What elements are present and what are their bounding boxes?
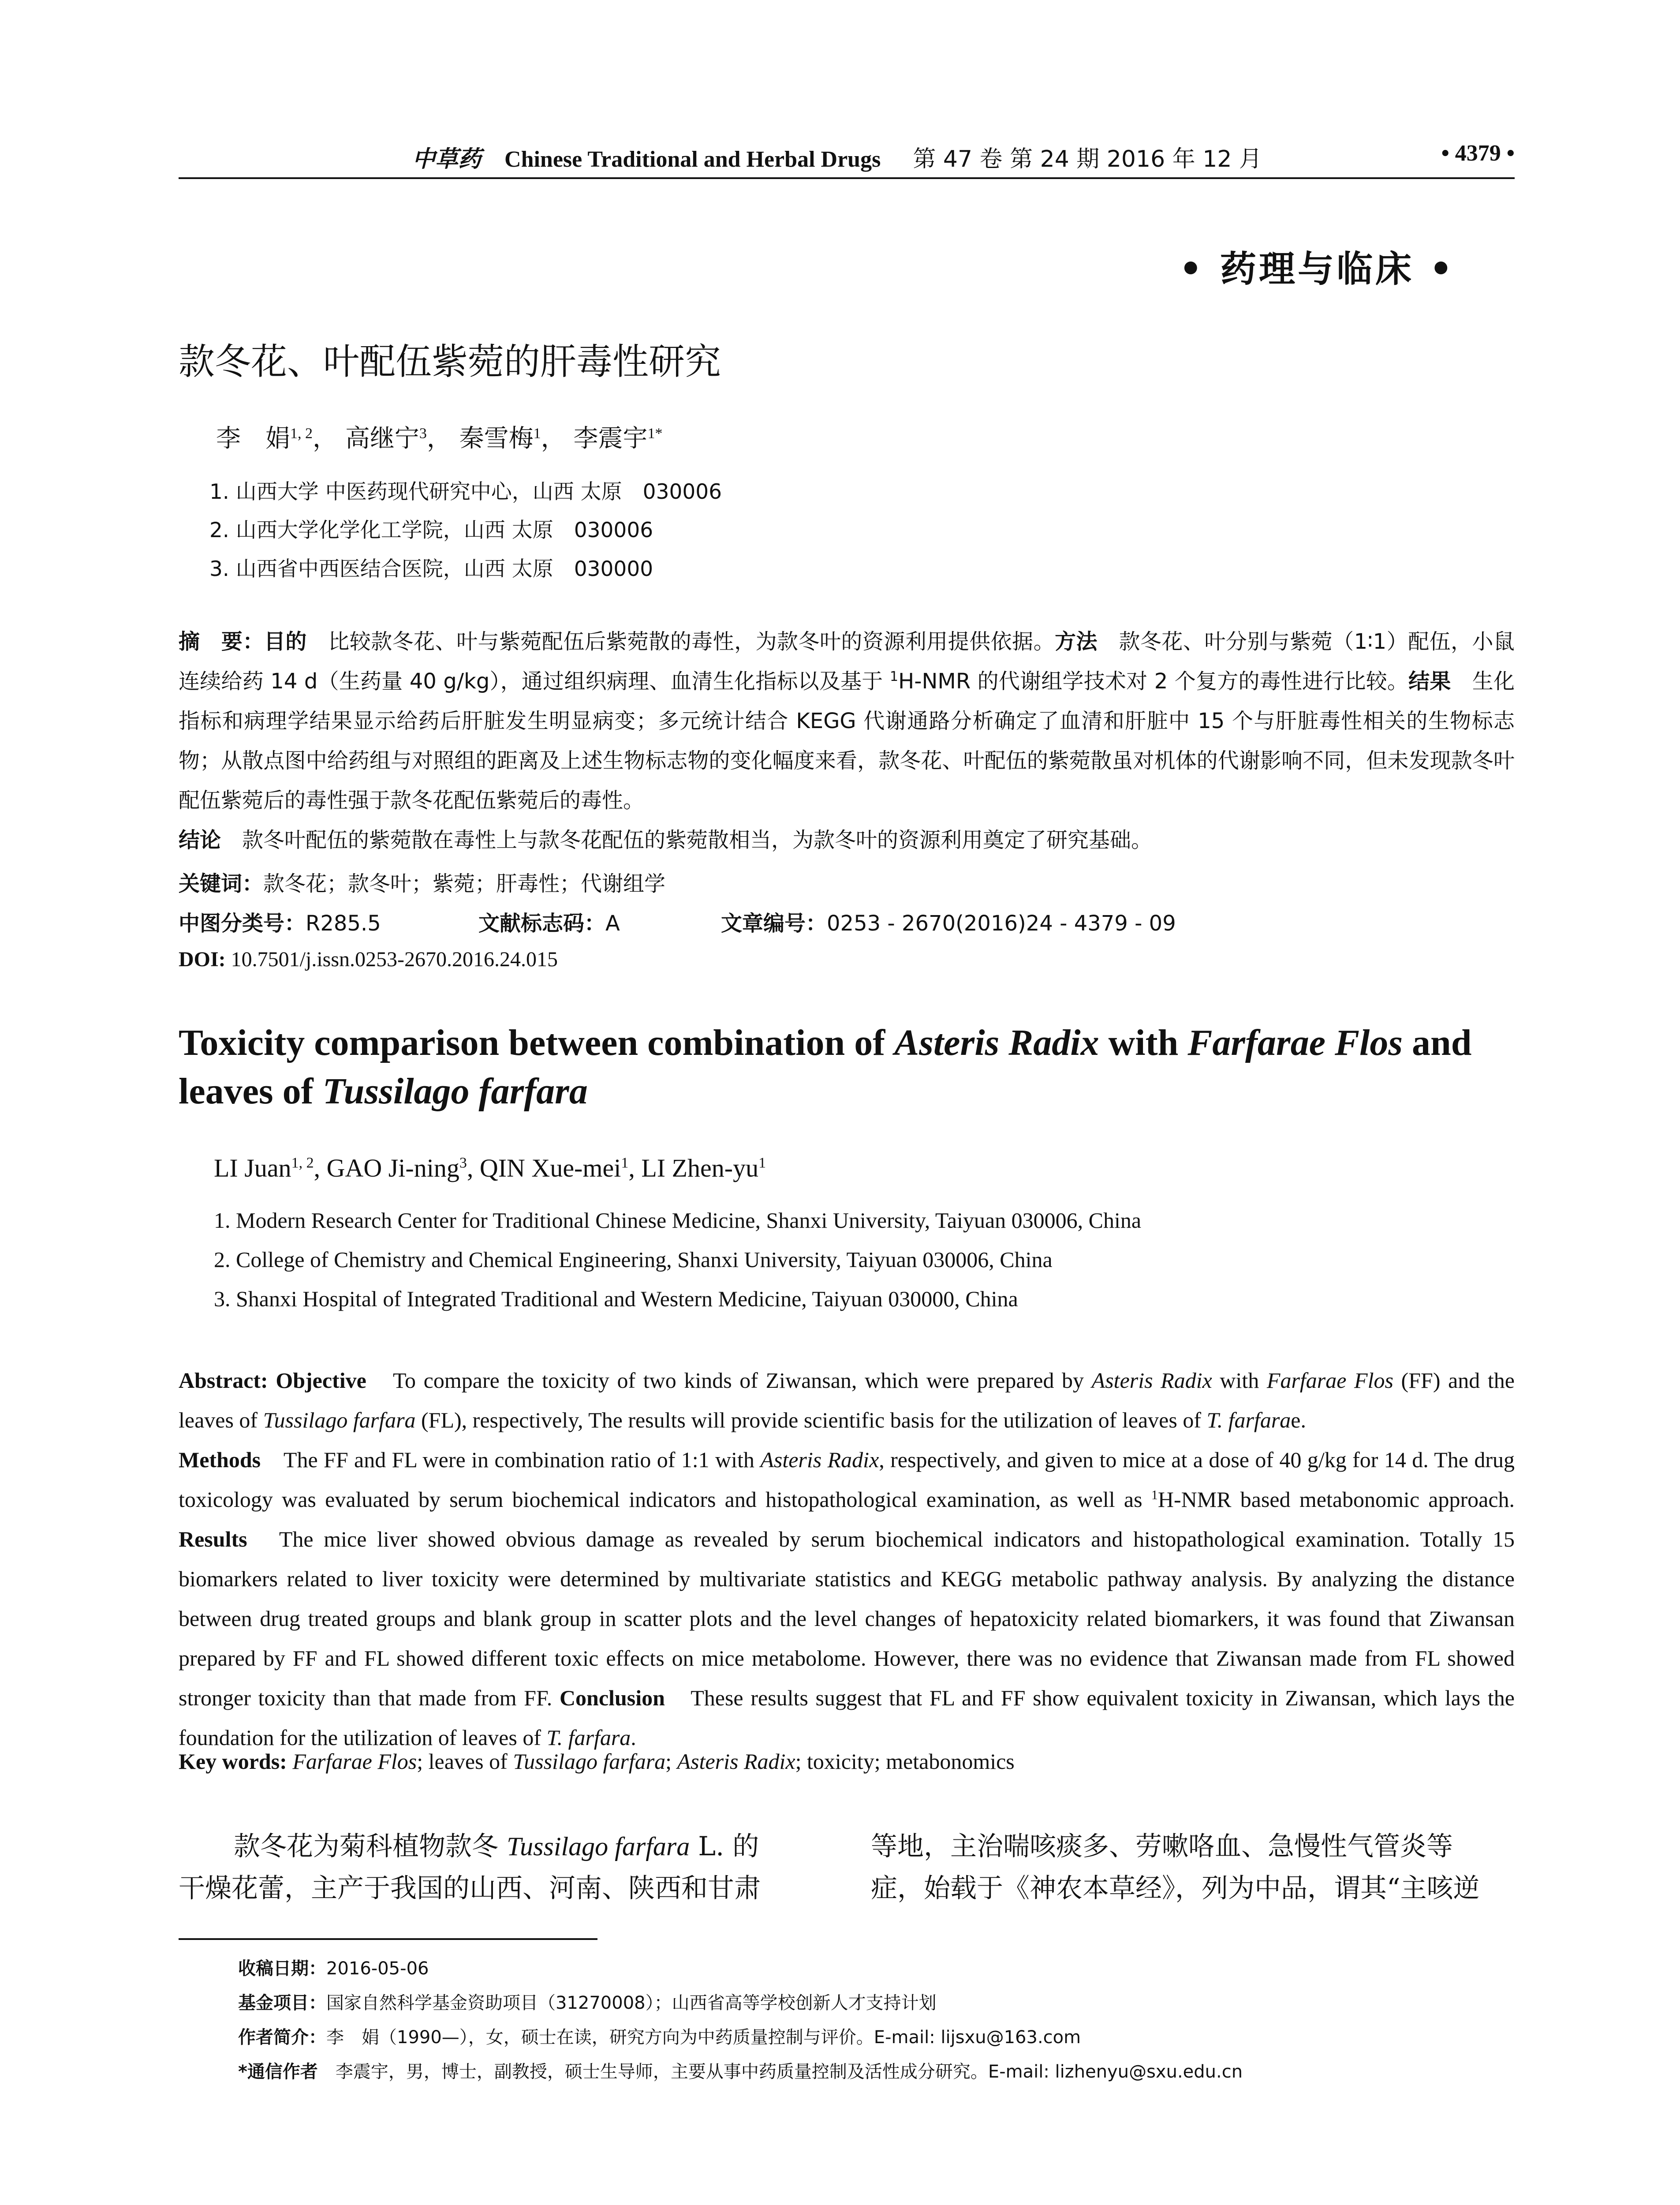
author-sup: 1	[758, 1155, 766, 1171]
doi-label: DOI:	[179, 948, 226, 971]
page-number: • 4379 •	[1441, 141, 1515, 166]
methods-text-2: H-NMR 的代谢组学技术对 2 个复方的毒性进行比较。	[898, 669, 1409, 694]
methods-text: 款冬花、叶分别与紫菀（1∶1）配伍，小鼠连续给药 14 d（生药量 40 g/kg），通过组织病理、血清生化指标以及基于	[179, 629, 1515, 694]
author-cn: 李震宇	[573, 424, 648, 453]
journal-name-en: Chinese Traditional and Herbal Drugs	[504, 147, 881, 172]
running-header	[179, 140, 1515, 180]
authors-cn: 李 娟$^{1, 2}$， 高继宁$^3$， 秦雪梅$^1$， 李震宇$^{1*}$	[216, 424, 663, 453]
keywords-text: 款冬花；款冬叶；紫菀；肝毒性；代谢组学	[263, 871, 666, 896]
footnote-label: 作者简介：	[238, 2027, 326, 2048]
abstract-text: with	[1212, 1368, 1267, 1393]
author-sup: 1	[533, 425, 541, 442]
abstract-italic: Tussilago farfara	[263, 1408, 416, 1432]
abstract-italic: T. farfara	[1206, 1408, 1291, 1432]
footnote-text: 2016-05-06	[326, 1958, 429, 1979]
author-cn: 高继宁	[345, 424, 419, 453]
conclusion-label: Conclusion	[559, 1686, 665, 1710]
author-cn: 李 娟	[216, 424, 290, 453]
body-italic: Tussilago farfara	[507, 1832, 690, 1861]
doi-value: 10.7501/j.issn.0253-2670.2016.24.015	[231, 948, 558, 971]
footnote-corresponding	[238, 2058, 1243, 2083]
body-line: 等地，主治喘咳痰多、劳嗽咯血、急慢性气管炎等	[871, 1831, 1453, 1862]
affiliation-cn: 1. 山西大学 中医药现代研究中心，山西 太原 030006	[209, 480, 722, 504]
abstract-italic: T. farfara	[546, 1725, 631, 1750]
author-cn: 秦雪梅	[459, 424, 534, 453]
abstract-text: .	[631, 1725, 636, 1750]
keywords-label: 关键词：	[179, 871, 264, 896]
affiliation-en: 1. Modern Research Center for Traditional Chinese Medicine, Shanxi University, Taiyuan 030006, China	[214, 1208, 1142, 1233]
author-en: LI Juan	[214, 1154, 291, 1182]
body-text: 款冬花为菊科植物款冬	[234, 1831, 507, 1862]
title-en-part: and leaves of	[179, 1022, 1472, 1112]
author-sup: 1, 2	[291, 1155, 314, 1171]
methods-label: 方法	[1055, 629, 1098, 654]
keywords-cn	[179, 867, 665, 897]
clc-label: 中图分类号：	[179, 911, 306, 936]
affiliation-cn: 2. 山西大学化学化工学院，山西 太原 030006	[209, 518, 653, 542]
abstract-text: e.	[1291, 1408, 1306, 1432]
article-number-value: 0253 - 2670(2016)24 - 4379 - 09	[827, 911, 1176, 936]
journal-name-cn: 中草药	[412, 146, 482, 172]
keyword-italic: Asteris Radix	[677, 1749, 795, 1774]
clc-value: R285.5	[306, 911, 381, 936]
results-label: Results	[179, 1527, 247, 1551]
keyword-text: ; leaves of	[417, 1749, 513, 1774]
doc-code-label: 文献标志码：	[478, 911, 606, 936]
affiliation-en: 2. College of Chemistry and Chemical Engineering, Shanxi University, Taiyuan 030006, China	[214, 1247, 1053, 1272]
results-text: 生化指标和病理学结果显示给药后肝脏发生明显病变；多元统计结合 KEGG 代谢通路分析确定了血清和肝脏中 15 个与肝脏毒性相关的生物标志物；从散点图中给药组与对照组的距离及上述生物标志物的变化幅度来看，款冬花、叶配伍的紫菀散虽对机体的代谢影响不同，但未发现款冬叶配伍紫菀后的毒性强于款冬花配伍紫菀后的毒性。	[179, 669, 1515, 813]
footnote-funding	[238, 1989, 937, 2014]
body-column-left	[179, 1826, 822, 1910]
keywords-label: Key words:	[179, 1749, 287, 1774]
body-line: 症，始载于《神农本草经》，列为中品，谓其“主咳逆	[871, 1873, 1480, 1904]
footnote-author	[238, 2023, 1081, 2048]
body-column-right	[871, 1826, 1515, 1910]
affiliation-en: 3. Shanxi Hospital of Integrated Traditional and Western Medicine, Taiyuan 030000, China	[214, 1286, 1018, 1311]
abstract-en	[179, 1360, 1515, 1757]
keyword-text: ;	[665, 1749, 677, 1774]
abstract-italic: Farfarae Flos	[1266, 1368, 1393, 1393]
author-sup: 1	[621, 1155, 629, 1171]
author-sup: 3	[419, 425, 427, 442]
article-number-label: 文章编号：	[721, 911, 827, 936]
keywords-en	[179, 1749, 1015, 1774]
affiliation-cn: 3. 山西省中西医结合医院，山西 太原 030000	[209, 557, 653, 581]
abstract-text: , respectively, and given to mice at a dose of 40 g/kg for 14 d. The drug toxicology was evaluated by serum biochemical indicators and histopathological examination, as well as	[179, 1447, 1515, 1512]
abstract-text: (FF) and the leaves of	[179, 1368, 1515, 1432]
body-line: 干燥花蕾，主产于我国的山西、河南、陕西和甘肃	[179, 1873, 761, 1904]
author-sup: 1*	[647, 425, 663, 442]
footnote-label: *通信作者	[238, 2062, 318, 2082]
abstract-text: The FF and FL were in combination ratio of 1:1 with	[261, 1447, 761, 1472]
objective-label: Abstract: Objective	[179, 1368, 366, 1393]
footnote-rule	[179, 1938, 597, 1940]
footnote-text: 李震宇，男，博士，副教授，硕士生导师，主要从事中药质量控制及活性成分研究。E-mail: lizhenyu@sxu.edu.cn	[317, 2062, 1243, 2082]
keyword-text: ; toxicity; metabonomics	[795, 1749, 1015, 1774]
footnote-label: 收稿日期：	[238, 1958, 326, 1979]
conclusion-label: 结论	[179, 828, 221, 852]
authors-en: LI Juan$^{1, 2}$, GAO Ji-ning$^3$, QIN Xue-mei$^1$, LI Zhen-$yu^1$	[214, 1154, 766, 1182]
issue-info: 第 47 卷 第 24 期 2016 年 12 月	[913, 146, 1262, 172]
doc-code-value: A	[605, 911, 620, 936]
abstract-text: To compare the toxicity of two kinds of Ziwansan, which were prepared by	[366, 1368, 1092, 1393]
methods-label: Methods	[179, 1447, 261, 1472]
title-cn: 款冬花、叶配伍紫菀的肝毒性研究	[179, 341, 721, 383]
section-tag: • 药理与临床 •	[1179, 248, 1455, 290]
keyword-italic: Farfarae Flos	[292, 1749, 417, 1774]
title-en-italic: Tussilago farfara	[322, 1071, 588, 1112]
title-en-part: Toxicity comparison between combination of	[179, 1022, 895, 1063]
body-line	[179, 1826, 822, 1868]
abstract-text: The mice liver showed obvious damage as revealed by serum biochemical indicators and histopathological examination. Totally 15 biomarkers related to liver toxicity were determined by multivariate statistics and KEGG metabolic pathway analysis. By analyzing the distance between drug treated groups and blank group in scatter plots and the level changes of hepatoxicity related biomarkers, it was found that Ziwansan prepared by FF and FL showed different toxic effects on mice metabolome. However, there was no evidence that Ziwansan made from FL showed stronger toxicity than that made from FF.	[179, 1527, 1515, 1710]
abstract-text: These results suggest that FL and FF show equivalent toxicity in Ziwansan, which lays the foundation for the utilization of leaves of	[179, 1686, 1515, 1750]
header-rule	[179, 177, 1515, 179]
abstract-label: 摘 要：	[179, 629, 264, 654]
abstract-text: (FL), respectively, The results will provide scientific basis for the utilization of leaves of	[415, 1408, 1207, 1432]
title-en	[179, 1019, 1515, 1116]
author-en: GAO Ji-ning	[326, 1154, 459, 1182]
abstract-italic: Asteris Radix	[1091, 1368, 1212, 1393]
footnote-text: 李 娟（1990—），女，硕士在读，研究方向为中药质量控制与评价。E-mail: lijsxu@163.com	[326, 2027, 1081, 2048]
author-en: QIN Xue-mei	[479, 1154, 621, 1182]
doi-line	[179, 947, 558, 972]
footnote-label: 基金项目：	[238, 1993, 326, 2013]
conclusion-text: 款冬叶配伍的紫菀散在毒性上与款冬花配伍的紫菀散相当，为款冬叶的资源利用奠定了研究基础。	[221, 828, 1153, 852]
footnote-text: 国家自然科学基金资助项目（31270008）；山西省高等学校创新人才支持计划	[326, 1993, 937, 2013]
methods-sup: 1	[890, 669, 899, 684]
classification-line	[179, 906, 1515, 937]
objective-text: 比较款冬花、叶与紫菀配伍后紫菀散的毒性，为款冬叶的资源利用提供依据。	[306, 629, 1055, 654]
footnote-received	[238, 1955, 429, 1980]
keyword-italic: Tussilago farfara	[513, 1749, 666, 1774]
author-sup: 1, 2	[290, 425, 313, 442]
objective-label: 目的	[264, 629, 307, 654]
abstract-sup: 1	[1151, 1487, 1158, 1502]
running-head-text	[412, 140, 1262, 173]
abstract-italic: Asteris Radix	[760, 1447, 879, 1472]
author-sup: 3	[459, 1155, 467, 1171]
title-en-part: with	[1099, 1022, 1188, 1063]
body-text: L. 的	[690, 1831, 759, 1862]
author-en: LI Zhen-yu	[641, 1154, 759, 1182]
abstract-cn	[179, 622, 1515, 860]
results-label: 结果	[1408, 669, 1451, 694]
title-en-italic: Farfarae Flos	[1187, 1022, 1403, 1063]
title-en-italic: Asteris Radix	[894, 1022, 1099, 1063]
abstract-text: H-NMR based metabonomic approach.	[1157, 1487, 1515, 1512]
